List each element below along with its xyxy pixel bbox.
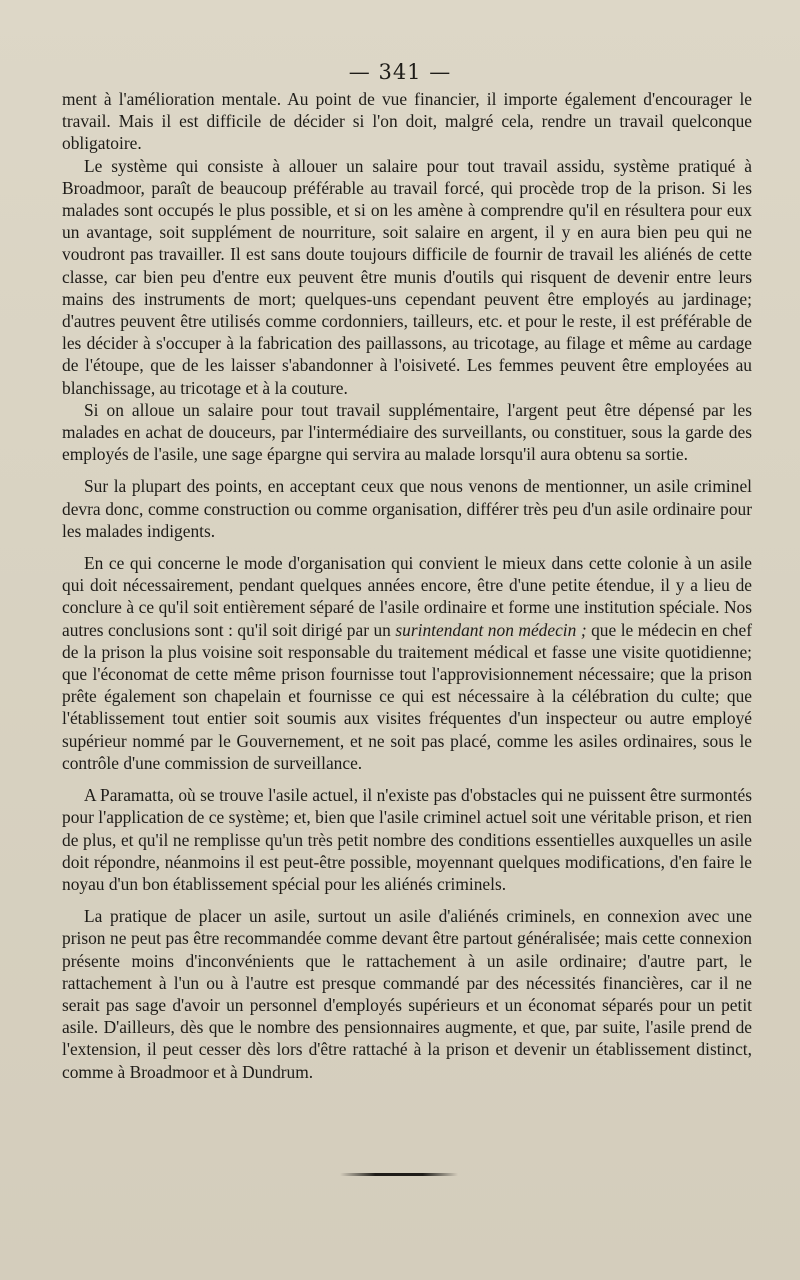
- paragraph-1: ment à l'amélioration mentale. Au point de vue financier, il importe également d'encourager le travail. Mais il est difficile de décider si l'on doit, malgré cela, rendre un travail quelconque obligatoire.: [62, 89, 752, 154]
- page-body: [62, 88, 752, 1083]
- end-rule: [340, 1173, 458, 1176]
- page-number: — 341 —: [348, 60, 452, 84]
- paragraph-5-text: En ce qui concerne le mode d'organisation qui convient le mieux dans cette colonie à un asile qui doit nécessairement, pendant quelques années encore, être d'une petite étendue, il y a lieu de conclure à ce qu'il soit entièrement séparé de l'asile ordinaire et forme une institution spéciale. Nos autres conclusions sont : qu'il soit dirigé par un: [62, 553, 752, 640]
- paragraph-3: Si on alloue un salaire pour tout travail supplémentaire, l'argent peut être dépensé par les malades en achat de douceurs, par l'intermédiaire des surveillants, ou constituer, sous la garde des employés de l'asile, une sage épargne qui servira au malade lorsqu'il aura obtenu sa sortie.: [62, 399, 752, 465]
- paragraph-5-text-cont: que le médecin en chef de la prison la plus voisine soit responsable du traitement médical et fasse une visite quotidienne; que l'économat de cette même prison fournisse tout l'approvisionnement nécessaire; que la prison prête également son chapelain et fournisse ce qui est nécessaire à la célébration du culte; que l'établissement tout entier soit soumis aux visites fréquentes d'un inspecteur ou autre employé supérieur nommé par le Gouvernement, et ne soit pas placé, comme les asiles ordinaires, sous le contrôle d'une commission de surveillance.: [62, 619, 752, 773]
- paragraph-4: Sur la plupart des points, en acceptant ceux que nous venons de mentionner, un asile criminel devra donc, comme construction ou comme organisation, différer très peu d'un asile ordinaire pour les malades indigents.: [62, 476, 752, 541]
- paragraph-5: [62, 552, 752, 774]
- paragraph-7: La pratique de placer un asile, surtout un asile d'aliénés criminels, en connexion avec une prison ne peut pas être recommandée comme devant être partout généralisée; mais cette connexion présente moins d'inconvénients que le rattachement à un asile ordinaire; d'autre part, le rattachement à l'un ou à l'autre est presque commandé par des nécessités financières, car il ne serait pas sage d'avoir un personnel d'employés supérieurs et un économat séparés pour un petit asile. D'ailleurs, dès que le nombre des pensionnaires augmente, et que, par suite, l'asile prend de l'extension, il peut cesser dès lors d'être rattaché à la prison et devenir un établissement distinct, comme à Broadmoor et à Dundrum.: [62, 906, 752, 1082]
- paragraph-6: A Paramatta, où se trouve l'asile actuel, il n'existe pas d'obstacles qui ne puissent être surmontés pour l'application de ce système; et, bien que l'asile criminel actuel soit une véritable prison, et rien de plus, et qu'il ne remplisse qu'un très petit nombre des conditions essentielles auxquelles un asile doit répondre, néanmoins il est peut-être possible, moyennant quelques modifications, d'en faire le noyau d'un bon établissement spécial pour les aliénés criminels.: [62, 785, 752, 894]
- paragraph-5-italic: surintendant non médecin ;: [395, 619, 587, 640]
- paragraph-2: Le système qui consiste à allouer un salaire pour tout travail assidu, système pratiqué à Broadmoor, paraît de beaucoup préférable au travail forcé, qui procède trop de la prison. Si les malades sont occupés le plus possible, et si on les amène à comprendre qu'il en résultera pour eux un avantage, soit supplément de nourriture, soit salaire en argent, il y en aura bien peu qui ne voudront pas travailler. Il est sans doute toujours difficile de fournir de travail les aliénés de cette classe, car bien peu d'entre eux peuvent être munis d'outils qui risquent de devenir entre leurs mains des instruments de mort; quelques-uns cependant peuvent être employés au jardinage; d'autres peuvent être utilisés comme cordonniers, tailleurs, etc. et pour le reste, il est préférable de les décider à s'occuper à la fabrication des paillassons, au tricotage, au filage et même au cardage de l'étoupe, que de les laisser s'abandonner à l'oisiveté. Les femmes peuvent être employées au blanchissage, au tricotage et à la couture.: [62, 155, 752, 398]
